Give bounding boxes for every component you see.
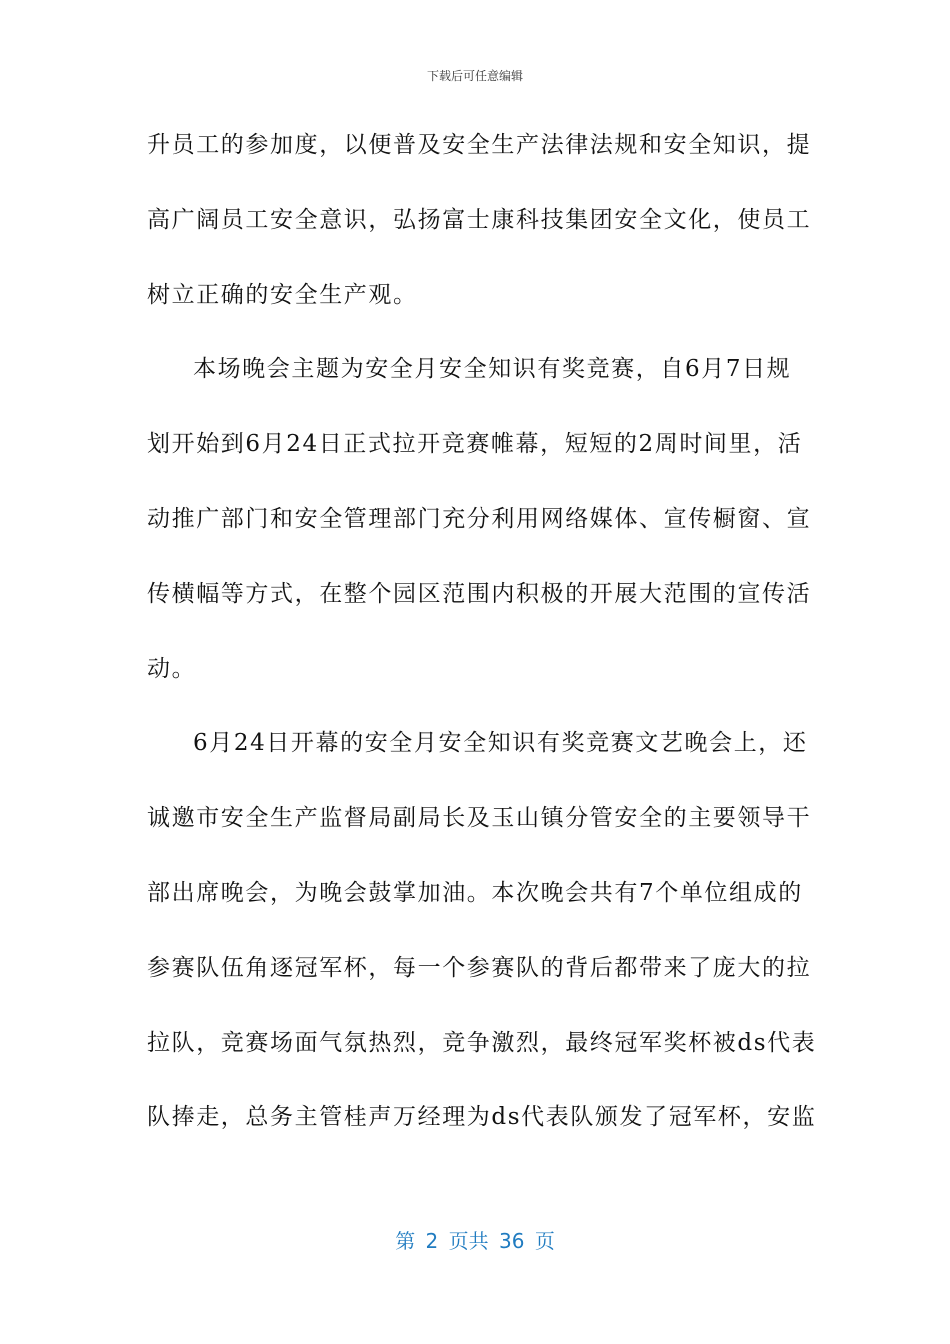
text-line-paragraph-start: 6月24日开幕的安全月安全知识有奖竞赛文艺晚会上，还: [193, 730, 808, 757]
text-line: 拉队，竞赛场面气氛热烈，竞争激烈，最终冠军奖杯被ds代表: [147, 1029, 817, 1056]
page-label-middle: 页共: [448, 1229, 489, 1253]
text-line: 诚邀市安全生产监督局副局长及玉山镇分管安全的主要领导干: [147, 805, 812, 832]
page-footer: [0, 1225, 950, 1254]
text-line: 动推广部门和安全管理部门充分利用网络媒体、宣传橱窗、宣: [147, 505, 812, 532]
text-line: 树立正确的安全生产观。: [147, 281, 418, 308]
text-line: 划开始到6月24日正式拉开竞赛帷幕，短短的2周时间里，活: [147, 431, 803, 458]
page-number: 2: [425, 1229, 439, 1253]
text-line: 参赛队伍角逐冠军杯，每一个参赛队的背后都带来了庞大的拉: [147, 954, 812, 981]
header-note: 下载后可任意编辑: [426, 69, 523, 83]
page-label-prefix: 第: [395, 1229, 416, 1253]
text-line: 部出席晚会，为晚会鼓掌加油。本次晚会共有7个单位组成的: [147, 879, 803, 906]
text-line: 动。: [147, 655, 197, 682]
total-pages: 36: [499, 1229, 525, 1253]
page-label-suffix: 页: [534, 1229, 555, 1253]
document-body: [147, 108, 817, 1155]
text-line: 升员工的参加度，以便普及安全生产法律法规和安全知识，提: [147, 132, 812, 158]
text-line-paragraph-start: 本场晚会主题为安全月安全知识有奖竞赛，自6月7日规: [193, 356, 792, 383]
text-line: 高广阔员工安全意识，弘扬富士康科技集团安全文化，使员工: [147, 206, 812, 233]
text-line: 队捧走，总务主管桂声万经理为ds代表队颁发了冠军杯，安监: [147, 1104, 817, 1131]
text-line: 传横幅等方式，在整个园区范围内积极的开展大范围的宣传活: [147, 580, 812, 607]
